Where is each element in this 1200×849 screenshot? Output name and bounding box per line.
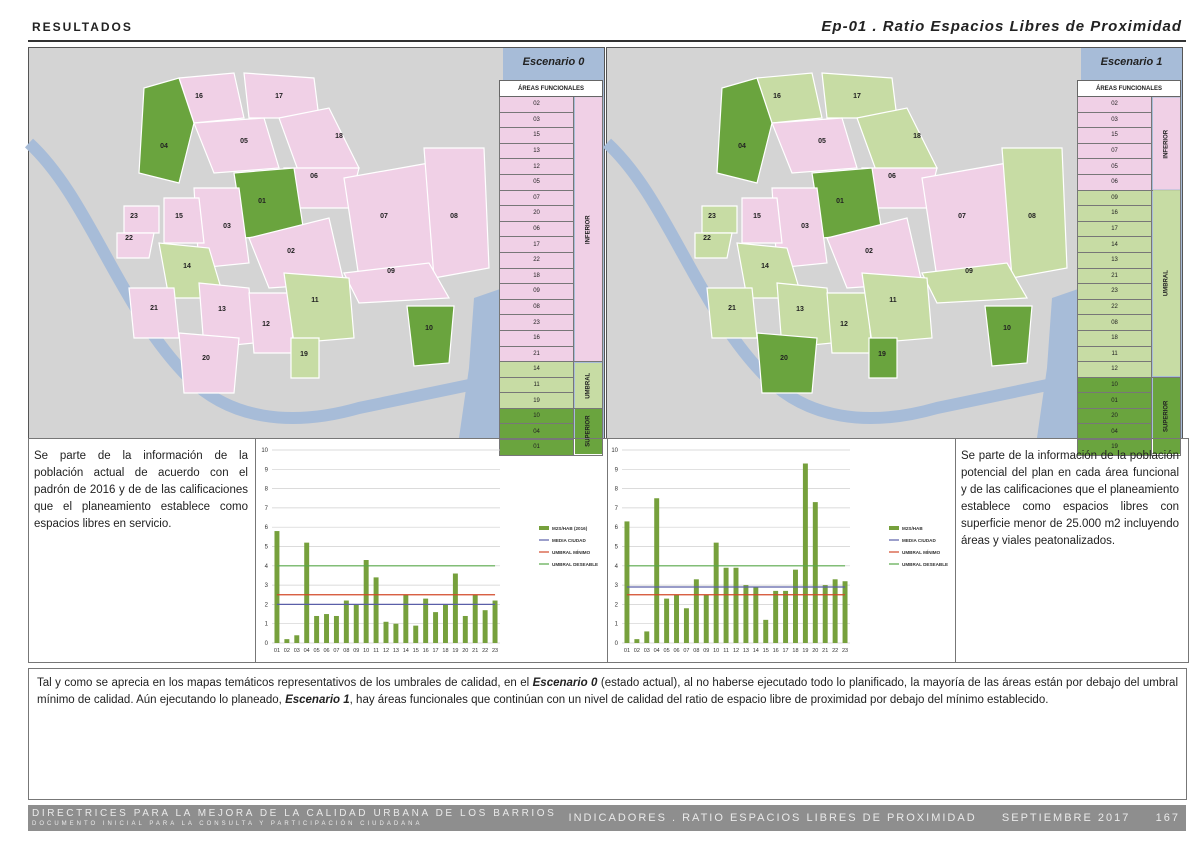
area-label: 19 bbox=[300, 351, 308, 358]
bar bbox=[793, 570, 798, 643]
bar bbox=[734, 568, 739, 643]
legend-area-code: 09 bbox=[500, 284, 574, 300]
y-tick-label: 2 bbox=[264, 602, 268, 609]
bar bbox=[334, 616, 339, 643]
area-label: 06 bbox=[888, 173, 896, 180]
chart-escenario-0 bbox=[256, 440, 606, 658]
bar bbox=[294, 635, 299, 643]
bar bbox=[674, 595, 679, 643]
x-tick-label: 12 bbox=[382, 648, 390, 654]
x-tick-label: 12 bbox=[732, 648, 740, 654]
area-label: 21 bbox=[150, 305, 158, 312]
x-tick-label: 06 bbox=[673, 648, 680, 654]
legend-area-code: 07 bbox=[1078, 143, 1152, 159]
x-tick-label: 18 bbox=[442, 648, 449, 654]
legend-label: MEDIA CIUDAD bbox=[902, 538, 936, 543]
legend-area-code: 11 bbox=[500, 377, 574, 393]
bar bbox=[364, 560, 369, 643]
area-label: 17 bbox=[853, 93, 861, 100]
y-tick-label: 8 bbox=[614, 486, 618, 493]
legend-label: MEDIA CIUDAD bbox=[552, 538, 586, 543]
x-tick-label: 16 bbox=[422, 648, 429, 654]
area-label: 15 bbox=[175, 213, 183, 220]
area-label: 22 bbox=[125, 235, 133, 242]
area-label: 18 bbox=[335, 133, 343, 140]
x-tick-label: 02 bbox=[633, 648, 640, 654]
area-label: 18 bbox=[913, 133, 921, 140]
legend-group-label: UMBRAL bbox=[1152, 190, 1181, 377]
area-label: 05 bbox=[240, 138, 248, 145]
legend-group-label: INFERIOR bbox=[1152, 97, 1181, 191]
area-label: 13 bbox=[796, 306, 804, 313]
y-tick-label: 4 bbox=[264, 563, 268, 570]
conclusion-text bbox=[37, 675, 1178, 709]
bar bbox=[413, 626, 418, 643]
area-label: 09 bbox=[387, 268, 395, 275]
functional-area-19 bbox=[869, 338, 897, 378]
legend-area-code: 18 bbox=[1078, 330, 1152, 346]
bar bbox=[314, 616, 319, 643]
bar bbox=[694, 579, 699, 643]
area-label: 04 bbox=[160, 143, 168, 150]
area-label: 14 bbox=[183, 263, 191, 270]
y-tick-label: 4 bbox=[614, 563, 618, 570]
legend-label: M2S/HAB bbox=[902, 526, 923, 531]
functional-area-11 bbox=[284, 273, 354, 343]
legend-area-code: 08 bbox=[1078, 315, 1152, 331]
bar bbox=[724, 568, 729, 643]
x-tick-label: 13 bbox=[742, 648, 749, 654]
legend-area-code: 17 bbox=[1078, 221, 1152, 237]
legend-area-code: 05 bbox=[1078, 159, 1152, 175]
legend-escenario-0 bbox=[503, 48, 604, 451]
bar bbox=[423, 599, 428, 643]
x-tick-label: 14 bbox=[752, 648, 759, 654]
legend-table bbox=[499, 80, 603, 456]
x-tick-label: 23 bbox=[841, 648, 849, 654]
y-tick-label: 6 bbox=[614, 525, 618, 532]
bar bbox=[473, 595, 478, 643]
bar bbox=[644, 631, 649, 643]
bar bbox=[304, 543, 309, 643]
legend-area-code: 20 bbox=[1078, 408, 1152, 424]
text-escenario-0: Se parte de la información de la población actual de acuerdo con el padrón de 2016 y de de las calificaciones que el planeamiento establece como espacios libres en servicio. bbox=[34, 450, 248, 530]
area-label: 04 bbox=[738, 143, 746, 150]
area-label: 15 bbox=[753, 213, 761, 220]
legend-title: Escenario 1 bbox=[1100, 56, 1163, 68]
x-tick-label: 21 bbox=[472, 648, 479, 654]
y-tick-label: 2 bbox=[614, 602, 618, 609]
legend-area-code: 19 bbox=[1078, 440, 1152, 456]
legend-area-code: 01 bbox=[500, 440, 574, 456]
legend-area-code: 02 bbox=[500, 97, 574, 113]
bar bbox=[453, 574, 458, 643]
legend-area-code: 19 bbox=[500, 393, 574, 409]
y-tick-label: 3 bbox=[264, 583, 268, 590]
area-label: 14 bbox=[761, 263, 769, 270]
legend-area-code: 06 bbox=[500, 221, 574, 237]
x-tick-label: 11 bbox=[373, 648, 379, 654]
bar bbox=[833, 579, 838, 643]
conclusion-emphasis: Escenario 1 bbox=[285, 694, 350, 706]
legend-label: UMBRAL MÍNIMO bbox=[552, 550, 591, 555]
functional-area-07 bbox=[922, 163, 1017, 278]
legend-group-label: SUPERIOR bbox=[1152, 377, 1181, 455]
area-label: 12 bbox=[262, 321, 270, 328]
area-label: 23 bbox=[708, 213, 716, 220]
area-label: 10 bbox=[1003, 325, 1011, 332]
x-tick-label: 23 bbox=[491, 648, 499, 654]
x-tick-label: 22 bbox=[482, 648, 489, 654]
x-tick-label: 21 bbox=[822, 648, 829, 654]
x-tick-label: 05 bbox=[313, 648, 320, 654]
bar bbox=[634, 639, 639, 643]
x-tick-label: 03 bbox=[293, 648, 300, 654]
legend-escenario-1 bbox=[1081, 48, 1182, 451]
x-tick-label: 01 bbox=[623, 648, 631, 654]
y-tick-label: 6 bbox=[264, 525, 268, 532]
bar bbox=[324, 614, 329, 643]
y-tick-label: 8 bbox=[264, 486, 268, 493]
functional-area-21 bbox=[707, 288, 757, 338]
bar bbox=[773, 591, 778, 643]
functional-area-12 bbox=[827, 293, 872, 353]
legend-area-code: 01 bbox=[1078, 393, 1152, 409]
legend-area-code: 14 bbox=[500, 362, 574, 378]
legend-area-code: 03 bbox=[500, 112, 574, 128]
section-title: RESULTADOS bbox=[32, 20, 133, 34]
legend-label: UMBRAL MÍNIMO bbox=[902, 550, 941, 555]
legend-area-code: 15 bbox=[500, 128, 574, 144]
legend-area-code: 03 bbox=[1078, 112, 1152, 128]
bar bbox=[284, 639, 289, 643]
bar bbox=[433, 612, 438, 643]
bar bbox=[813, 502, 818, 643]
area-label: 08 bbox=[450, 213, 458, 220]
x-tick-label: 08 bbox=[693, 648, 700, 654]
legend-area-code: 18 bbox=[500, 268, 574, 284]
x-tick-label: 07 bbox=[683, 648, 690, 654]
functional-area-07 bbox=[344, 163, 439, 278]
x-tick-label: 02 bbox=[283, 648, 290, 654]
bar bbox=[714, 543, 719, 643]
header-rule bbox=[28, 40, 1186, 42]
area-label: 05 bbox=[818, 138, 826, 145]
area-label: 13 bbox=[218, 306, 226, 313]
area-label: 02 bbox=[865, 248, 873, 255]
legend-area-code: 12 bbox=[500, 159, 574, 175]
bar bbox=[384, 622, 389, 643]
area-label: 20 bbox=[202, 355, 210, 362]
x-tick-label: 10 bbox=[713, 648, 720, 654]
x-tick-label: 07 bbox=[333, 648, 340, 654]
legend-area-code: 12 bbox=[1078, 362, 1152, 378]
x-tick-label: 19 bbox=[452, 648, 459, 654]
area-label: 16 bbox=[195, 93, 203, 100]
area-label: 03 bbox=[801, 223, 809, 230]
y-tick-label: 7 bbox=[264, 505, 268, 512]
functional-area-20 bbox=[757, 333, 817, 393]
legend-table bbox=[1077, 80, 1181, 456]
x-tick-label: 06 bbox=[323, 648, 330, 654]
page-title: Ep-01 . Ratio Espacios Libres de Proximidad bbox=[821, 18, 1182, 35]
bar bbox=[823, 585, 828, 643]
y-tick-label: 0 bbox=[614, 641, 618, 647]
functional-area-22 bbox=[695, 233, 732, 258]
functional-area-15 bbox=[164, 198, 204, 243]
bar bbox=[654, 498, 659, 643]
area-label: 22 bbox=[703, 235, 711, 242]
y-tick-label: 0 bbox=[264, 641, 268, 647]
functional-area-11 bbox=[862, 273, 932, 343]
area-label: 07 bbox=[380, 213, 388, 220]
x-tick-label: 17 bbox=[432, 648, 439, 654]
x-tick-label: 17 bbox=[782, 648, 789, 654]
functional-area-10 bbox=[985, 306, 1032, 366]
area-label: 09 bbox=[965, 268, 973, 275]
bar bbox=[624, 521, 629, 643]
legend-area-code: 13 bbox=[1078, 252, 1152, 268]
area-label: 11 bbox=[889, 297, 897, 304]
bar bbox=[803, 464, 808, 643]
map-escenario-0 bbox=[28, 47, 605, 451]
bar bbox=[753, 587, 758, 643]
bar bbox=[354, 604, 359, 643]
legend-area-code: 11 bbox=[1078, 346, 1152, 362]
area-label: 19 bbox=[878, 351, 886, 358]
area-label: 08 bbox=[1028, 213, 1036, 220]
legend-area-code: 13 bbox=[500, 143, 574, 159]
legend-area-code: 21 bbox=[500, 346, 574, 362]
x-tick-label: 09 bbox=[703, 648, 710, 654]
x-tick-label: 04 bbox=[303, 648, 310, 654]
bar bbox=[843, 581, 848, 643]
map-1-drawing bbox=[607, 48, 1081, 438]
x-tick-label: 08 bbox=[343, 648, 350, 654]
bar bbox=[664, 599, 669, 643]
functional-area-22 bbox=[117, 233, 154, 258]
functional-area-21 bbox=[129, 288, 179, 338]
area-label: 17 bbox=[275, 93, 283, 100]
legend-area-code: 20 bbox=[500, 206, 574, 222]
x-tick-label: 05 bbox=[663, 648, 670, 654]
x-tick-label: 11 bbox=[723, 648, 729, 654]
y-tick-label: 1 bbox=[614, 621, 618, 628]
bar bbox=[463, 616, 468, 643]
x-tick-label: 10 bbox=[363, 648, 370, 654]
legend-area-code: 09 bbox=[1078, 190, 1152, 206]
bar bbox=[493, 601, 498, 643]
bar bbox=[374, 577, 379, 643]
legend-area-code: 10 bbox=[1078, 377, 1152, 393]
legend-area-code: 16 bbox=[500, 330, 574, 346]
y-tick-label: 9 bbox=[614, 467, 618, 474]
y-tick-label: 7 bbox=[614, 505, 618, 512]
legend-area-code: 15 bbox=[1078, 128, 1152, 144]
y-tick-label: 9 bbox=[264, 467, 268, 474]
footer-section-page: INDICADORES . RATIO ESPACIOS LIBRES DE PROXIMIDAD SEPTIEMBRE 2017 167 bbox=[568, 812, 1180, 824]
bar bbox=[783, 591, 788, 643]
conclusion-part: (estado actual), al no haberse ejecutado todo lo planificado, la mayoría de las áreas están por debajo del umbral mínimo de calidad. Aún ejecutando lo planeado, bbox=[37, 677, 1179, 706]
footer bbox=[28, 805, 1186, 831]
bar bbox=[743, 585, 748, 643]
legend-area-code: 10 bbox=[500, 408, 574, 424]
legend-area-code: 02 bbox=[1078, 97, 1152, 113]
footer-title: DIRECTRICES PARA LA MEJORA DE LA CALIDAD URBANA DE LOS BARRIOS bbox=[32, 808, 557, 819]
functional-area-10 bbox=[407, 306, 454, 366]
map-escenario-1 bbox=[606, 47, 1183, 451]
bar bbox=[684, 608, 689, 643]
area-label: 07 bbox=[958, 213, 966, 220]
area-label: 03 bbox=[223, 223, 231, 230]
bar bbox=[344, 601, 349, 643]
bar bbox=[393, 624, 398, 643]
x-tick-label: 03 bbox=[643, 648, 650, 654]
y-tick-label: 10 bbox=[261, 448, 268, 454]
y-tick-label: 5 bbox=[614, 544, 618, 551]
legend-area-code: 22 bbox=[1078, 299, 1152, 315]
conclusion-box bbox=[28, 668, 1187, 800]
bar bbox=[443, 604, 448, 643]
legend-group-label: UMBRAL bbox=[574, 362, 603, 409]
area-label: 06 bbox=[310, 173, 318, 180]
legend-label: M2S/HAB (2016) bbox=[552, 526, 588, 531]
bar bbox=[483, 610, 488, 643]
legend-area-code: 22 bbox=[500, 252, 574, 268]
area-label: 23 bbox=[130, 213, 138, 220]
legend-area-code: 08 bbox=[500, 299, 574, 315]
x-tick-label: 09 bbox=[353, 648, 360, 654]
x-tick-label: 19 bbox=[802, 648, 809, 654]
legend-area-code: 06 bbox=[1078, 174, 1152, 190]
legend-group-label: INFERIOR bbox=[574, 97, 603, 362]
legend-area-code: 04 bbox=[1078, 424, 1152, 440]
legend-title: Escenario 0 bbox=[522, 56, 585, 68]
y-tick-label: 10 bbox=[611, 448, 618, 454]
x-tick-label: 20 bbox=[812, 648, 819, 654]
legend-header: ÁREAS FUNCIONALES bbox=[500, 81, 603, 97]
x-tick-label: 04 bbox=[653, 648, 660, 654]
legend-area-code: 16 bbox=[1078, 206, 1152, 222]
legend-area-code: 04 bbox=[500, 424, 574, 440]
bar bbox=[763, 620, 768, 643]
conclusion-part: , hay áreas funcionales que continúan con un nivel de calidad del ratio de espacio libre de proximidad por debajo del mínimo establecido. bbox=[349, 694, 1049, 706]
legend-group-label: SUPERIOR bbox=[574, 408, 603, 455]
chart-escenario-1 bbox=[606, 440, 956, 658]
x-tick-label: 20 bbox=[462, 648, 469, 654]
conclusion-emphasis: Escenario 0 bbox=[532, 677, 598, 689]
legend-swatch bbox=[539, 526, 549, 530]
legend-area-code: 17 bbox=[500, 237, 574, 253]
conclusion-part: Tal y como se aprecia en los mapas temáticos representativos de los umbrales de calidad, en el bbox=[37, 677, 533, 689]
area-label: 21 bbox=[728, 305, 736, 312]
area-label: 11 bbox=[311, 297, 319, 304]
legend-header: ÁREAS FUNCIONALES bbox=[1078, 81, 1181, 97]
x-tick-label: 13 bbox=[392, 648, 399, 654]
y-tick-label: 1 bbox=[264, 621, 268, 628]
area-label: 01 bbox=[836, 198, 844, 205]
legend-label: UMBRAL DESEABLE bbox=[552, 562, 599, 567]
y-tick-label: 3 bbox=[614, 583, 618, 590]
legend-area-code: 23 bbox=[500, 315, 574, 331]
functional-area-12 bbox=[249, 293, 294, 353]
legend-swatch bbox=[889, 526, 899, 530]
legend-label: UMBRAL DESEABLE bbox=[902, 562, 949, 567]
legend-area-code: 23 bbox=[1078, 284, 1152, 300]
x-tick-label: 14 bbox=[402, 648, 409, 654]
text-escenario-1: Se parte de la información de la población potencial del plan en cada área funcional y de las calificaciones que el planeamiento establece como espacios libres con superficie menor de 25.000 m2 incluyendo áreas y viales peatonalizados. bbox=[961, 450, 1179, 547]
x-tick-label: 15 bbox=[762, 648, 769, 654]
bar bbox=[274, 531, 279, 643]
functional-area-20 bbox=[179, 333, 239, 393]
functional-area-15 bbox=[742, 198, 782, 243]
legend-area-code: 21 bbox=[1078, 268, 1152, 284]
area-label: 02 bbox=[287, 248, 295, 255]
map-0-drawing bbox=[29, 48, 503, 438]
x-tick-label: 16 bbox=[772, 648, 779, 654]
area-label: 20 bbox=[780, 355, 788, 362]
functional-area-19 bbox=[291, 338, 319, 378]
area-label: 12 bbox=[840, 321, 848, 328]
legend-area-code: 14 bbox=[1078, 237, 1152, 253]
area-label: 10 bbox=[425, 325, 433, 332]
area-label: 01 bbox=[258, 198, 266, 205]
y-tick-label: 5 bbox=[264, 544, 268, 551]
x-tick-label: 01 bbox=[273, 648, 281, 654]
legend-area-code: 05 bbox=[500, 174, 574, 190]
footer-subtitle: DOCUMENTO INICIAL PARA LA CONSULTA Y PARTICIPACIÓN CIUDADANA bbox=[32, 821, 423, 827]
legend-area-code: 07 bbox=[500, 190, 574, 206]
x-tick-label: 15 bbox=[412, 648, 419, 654]
x-tick-label: 22 bbox=[832, 648, 839, 654]
x-tick-label: 18 bbox=[792, 648, 799, 654]
bar bbox=[704, 595, 709, 643]
area-label: 16 bbox=[773, 93, 781, 100]
bar bbox=[403, 595, 408, 643]
